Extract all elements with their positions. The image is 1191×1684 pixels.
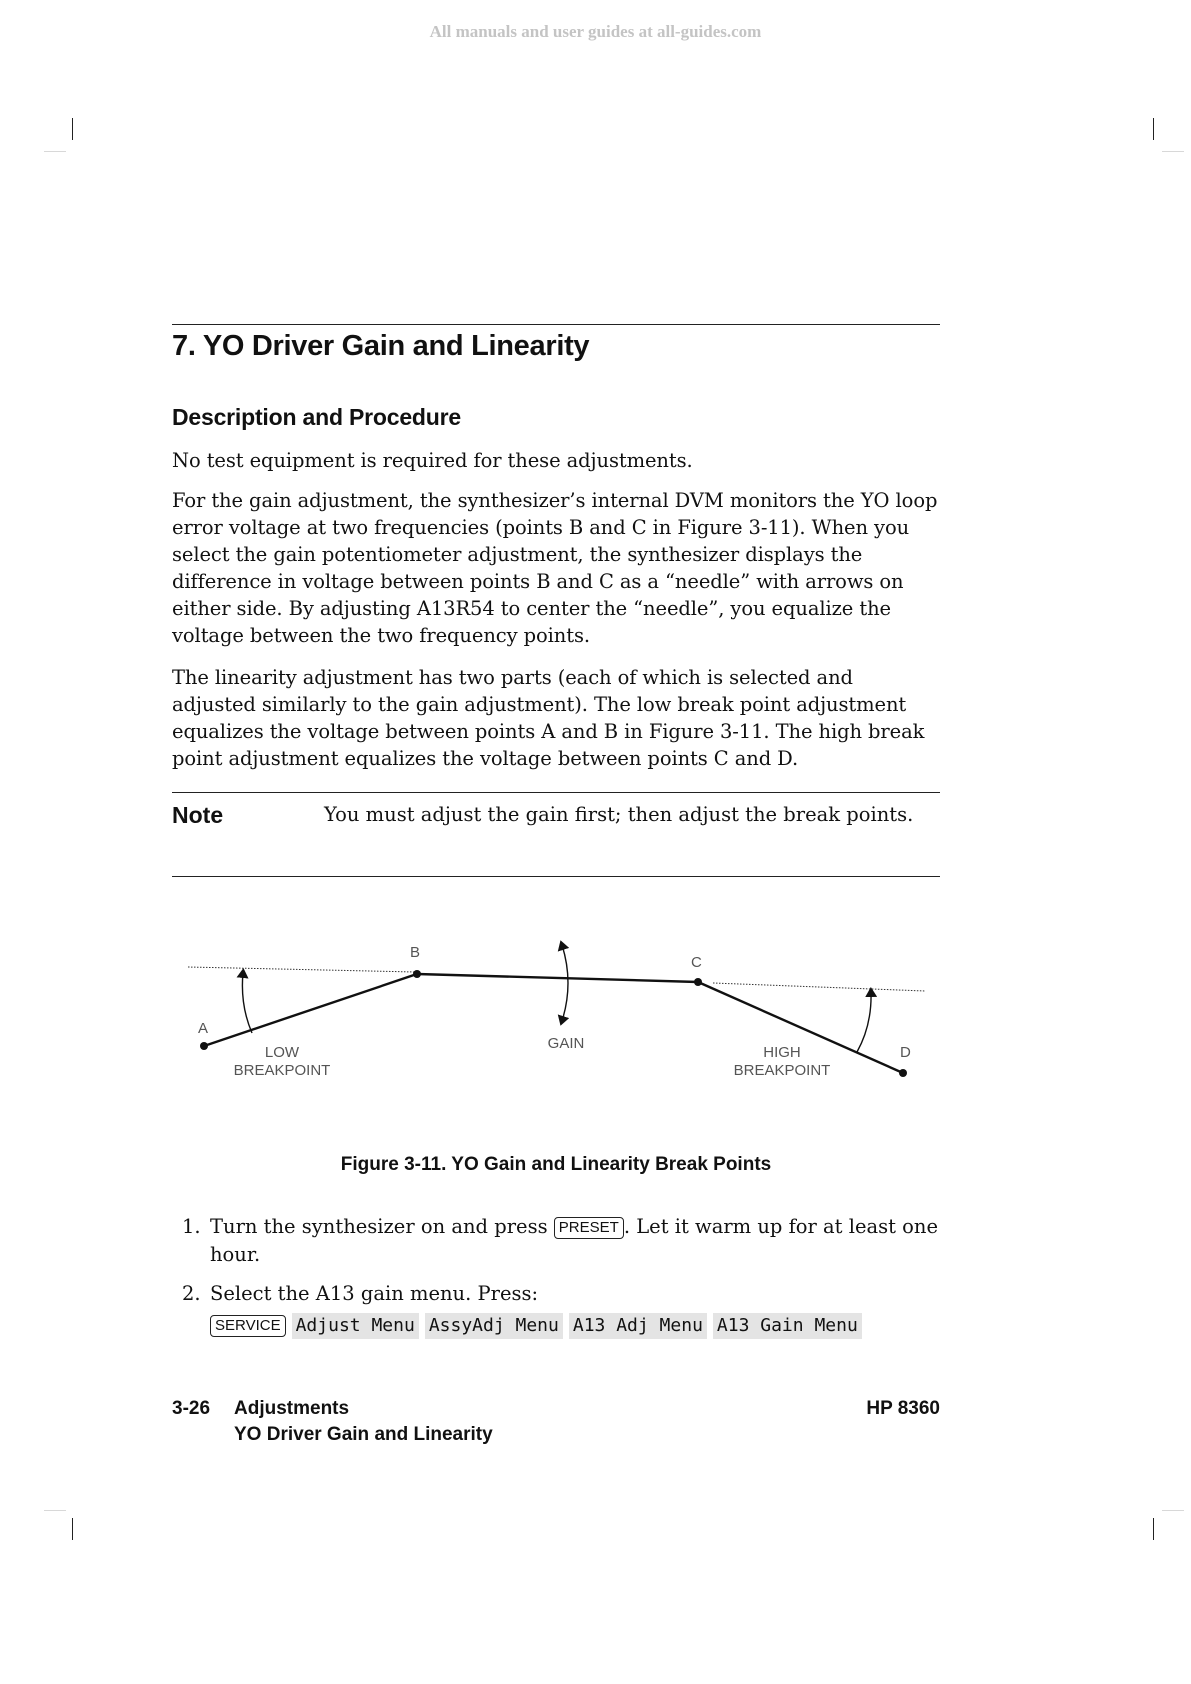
footer-page-number: 3-26 <box>172 1398 211 1419</box>
point-a-dot <box>200 1042 208 1050</box>
paragraph-linearity: The linearity adjustment has two parts (each of which is selected and adjusted similarly to the gain adjustment). The low break point adjustment equalizes the voltage between points A and B in Figure 3-11. The high break point adjustment equalizes the voltage between points C and D. <box>172 666 925 770</box>
step-1-after-2: hour. <box>210 1243 261 1266</box>
crop-mark <box>72 118 73 140</box>
figure-caption: Figure 3-11. YO Gain and Linearity Break Points <box>340 1154 772 1175</box>
note-rule-top <box>172 792 940 793</box>
point-b-dot <box>413 970 421 978</box>
high-breakpoint-arrow <box>857 992 871 1052</box>
high-breakpoint-label: BREAKPOINT <box>733 1062 831 1079</box>
softkey-a13-gain-menu[interactable]: A13 Gain Menu <box>713 1313 862 1339</box>
softkey-assyadj-menu[interactable]: AssyAdj Menu <box>425 1313 563 1339</box>
paragraph-gain: For the gain adjustment, the synthesizer’s internal DVM monitors the YO loop error voltage at two frequencies (points B and C in Figure 3-11). When you select the gain potentiometer adjustment, the synthesizer displays the difference in voltage between points B and C as a “needle” with arrows on either side. By adjusting A13R54 to center the “needle”, you equalize the voltage between the two frequency points. <box>172 489 938 647</box>
note-label: Note <box>172 802 224 828</box>
crop-mark <box>72 1518 73 1540</box>
low-label: LOW <box>264 1044 300 1061</box>
subsection-title: Description and Procedure <box>172 404 461 430</box>
crop-mark <box>1162 151 1184 152</box>
gain-arrow <box>562 945 568 1021</box>
point-d-dot <box>899 1069 907 1077</box>
section-rule <box>172 324 940 325</box>
crop-mark <box>44 1510 66 1511</box>
service-key[interactable]: SERVICE <box>210 1315 286 1337</box>
paragraph-intro: No test equipment is required for these adjustments. <box>172 449 693 472</box>
section-title: 7. YO Driver Gain and Linearity <box>172 330 590 362</box>
point-b-label: B <box>410 944 421 961</box>
point-c-label: C <box>691 954 702 971</box>
crop-mark <box>1153 118 1154 140</box>
reference-line-high <box>713 983 925 991</box>
step-2-instruction: Select the A13 gain menu. Press: <box>210 1282 539 1305</box>
step-1-number: 1. <box>182 1215 201 1238</box>
footer-model: HP 8360 <box>866 1398 940 1419</box>
low-breakpoint-arrow <box>242 973 252 1033</box>
note-rule-bottom <box>172 876 940 877</box>
softkey-a13-adj-menu[interactable]: A13 Adj Menu <box>569 1313 707 1339</box>
point-d-label: D <box>900 1044 911 1061</box>
step-1-text <box>210 1213 940 1269</box>
reference-line-low <box>188 967 415 972</box>
break-points-figure <box>180 925 940 1145</box>
note-text: You must adjust the gain first; then adjust the break points. <box>324 803 914 826</box>
step-2-text <box>210 1280 940 1339</box>
softkey-adjust-menu[interactable]: Adjust Menu <box>292 1313 419 1339</box>
footer-section: YO Driver Gain and Linearity <box>234 1424 493 1445</box>
step-1-before: Turn the synthesizer on and press <box>210 1215 554 1238</box>
watermark: All manuals and user guides at all-guides.com <box>429 22 762 41</box>
gain-label: GAIN <box>547 1035 585 1052</box>
high-label: HIGH <box>763 1044 801 1061</box>
footer-chapter: Adjustments <box>234 1398 350 1419</box>
crop-mark <box>44 151 66 152</box>
point-c-dot <box>694 978 702 986</box>
low-breakpoint-label: BREAKPOINT <box>233 1062 331 1079</box>
preset-key[interactable]: PRESET <box>554 1217 624 1239</box>
step-2-number: 2. <box>182 1282 201 1305</box>
point-a-label: A <box>198 1020 209 1037</box>
crop-mark <box>1153 1518 1154 1540</box>
step-1-after: . Let it warm up for at least one <box>623 1215 938 1238</box>
crop-mark <box>1162 1510 1184 1511</box>
